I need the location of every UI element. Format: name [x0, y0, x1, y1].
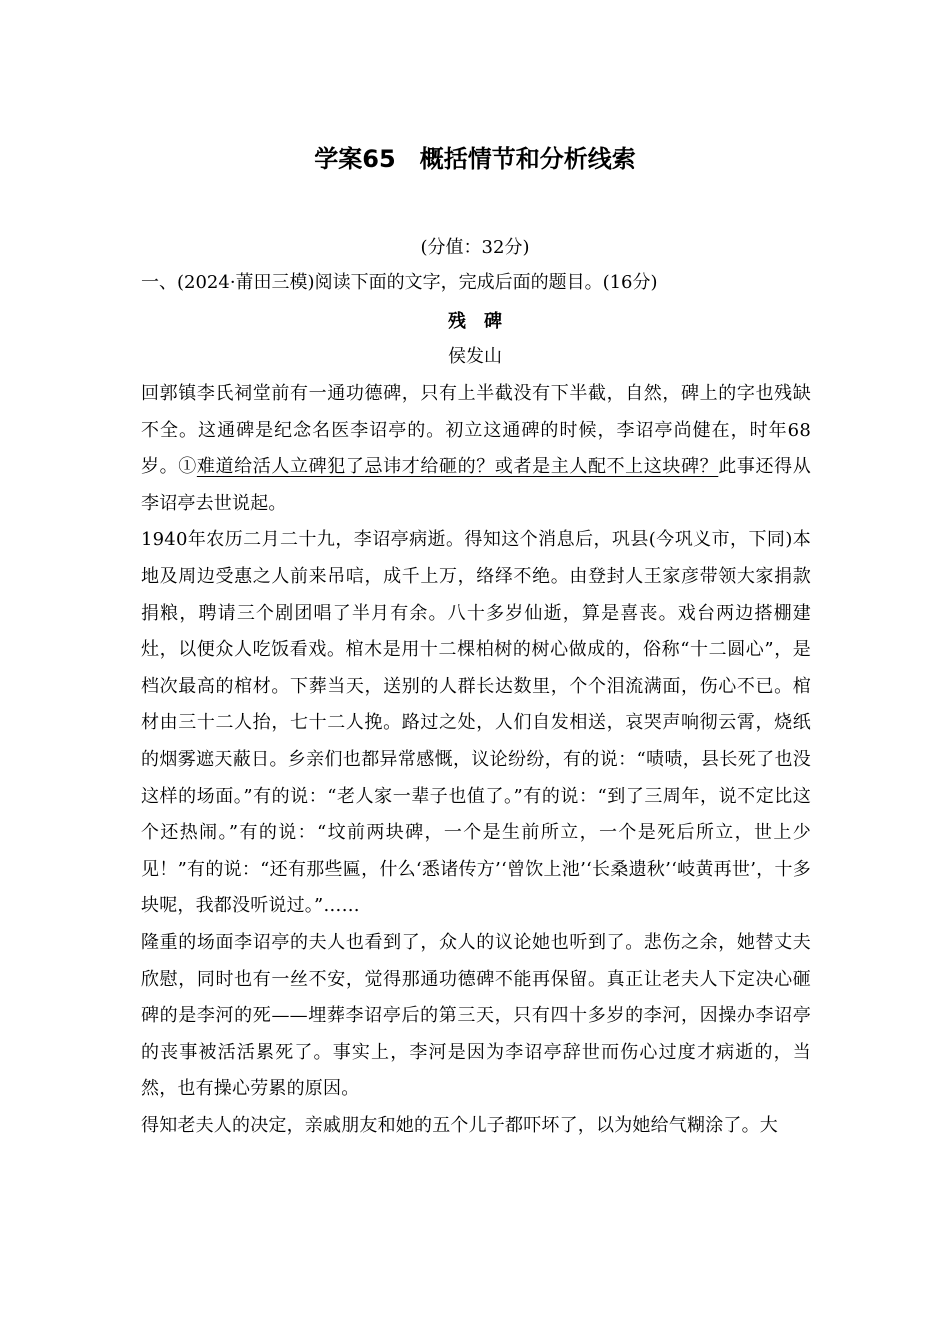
story-title: 残 碑: [448, 311, 502, 332]
paragraph-4: 得知老夫人的决定，亲戚朋友和她的五个儿子都吓坏了，以为她给气糊涂了。大: [141, 1114, 778, 1136]
section-heading: 一、(2024·莆田三模)阅读下面的文字，完成后面的题目。(16分): [141, 272, 658, 293]
paragraph-3: 隆重的场面李诏亭的夫人也看到了，众人的议论她也听到了。悲伤之余，她替丈夫欣慰，同时也有一丝不安，觉得那通功德碑不能再保留。真正让老夫人下定决心砸碑的是李河的死——埋葬李诏亭后的第三天，只有四十多岁的李河，因操办李诏亭的丧事被活活累死了。事实上，李河是因为李诏亭辞世而伤心过度才病逝的，当然，也有操心劳累的原因。: [141, 931, 811, 1100]
paragraph-1-start: 回郭镇李氏祠堂前有一通功德碑，只有上半截没有下半截，自然，碑上的字也残缺不全。这通碑是纪念名医李诏亭的。初立这通碑的时候，李诏亭尚健在，时年68岁。①: [141, 383, 811, 478]
score-line: (分值：32分): [420, 237, 530, 258]
page-title: 学案65 概括情节和分析线索: [314, 145, 636, 173]
paragraph-2: 1940年农历二月二十九，李诏亭病逝。得知这个消息后，巩县(今巩义市，下同)本地及周边受惠之人前来吊唁，成千上万，络绎不绝。由登封人王家彦带领大家捐款捐粮，聘请三个剧团唱了半月有余。八十多岁仙逝，算是喜丧。戏台两边搭棚建灶，以便众人吃饭看戏。棺木是用十二棵柏树的树心做成的，俗称“十二圆心”，是档次最高的棺材。下葬当天，送别的人群长达数里，个个泪流满面，伤心不已。棺材由三十二人抬，七十二人挽。路过之处，人们自发相送，哀哭声响彻云霄，烧纸的烟雾遮天蔽日。乡亲们也都异常感慨，议论纷纷，有的说：“啧啧，县长死了也没这样的场面。”有的说：“老人家一辈子也值了。”有的说：“到了三周年，说不定比这个还热闹。”有的说：“坟前两块碑，一个是生前所立，一个是死后所立，世上少见！”有的说：“还有那些匾，什么‘悉诸传方’‘曾饮上池’‘长桑遗秋’‘岐黄再世’，十多块呢，我都没听说过。”……: [141, 529, 811, 917]
story-body: [141, 376, 811, 1144]
paragraph-1-end: 此事还得从李诏亭去世说起。: [141, 456, 811, 514]
underlined-question: 难道给活人立碑犯了忌讳才给砸的？或者是主人配不上这块碑？: [196, 456, 719, 478]
story-author: 侯发山: [448, 346, 502, 367]
paragraph-1: [141, 376, 811, 522]
